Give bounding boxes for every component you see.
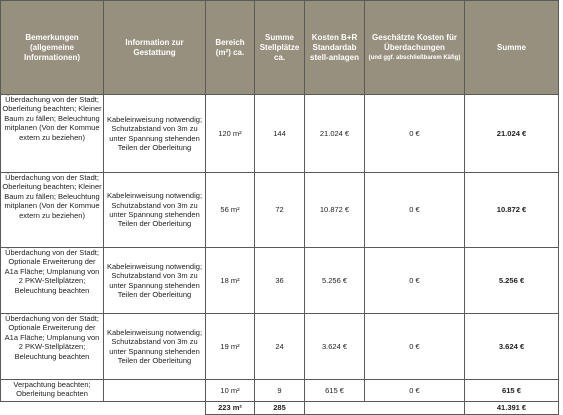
- header-area: Bereich (m²) ca.: [206, 1, 255, 95]
- spaces-cell: 24: [255, 314, 305, 380]
- header-roof-cost-label: Geschätzte Kosten für Überdachungen: [372, 33, 457, 52]
- remark-cell: Verpachtung beachten; Oberleitung beachten: [1, 380, 104, 402]
- header-spaces: Summe Stellplätze ca.: [255, 1, 305, 95]
- header-standard-cost: Kosten B+R Standardab stell-anlagen: [305, 1, 365, 95]
- standard-cost-cell: 5.256 €: [305, 248, 365, 314]
- remark-cell: Überdachung von der Stadt; Optionale Erweiterung der A1a Fläche; Umplanung von 2 PKW-Stellplätzen; Beleuchtung beachten: [1, 248, 104, 314]
- header-roof-cost-note: (und ggf. abschließbarem Käfig): [368, 55, 461, 61]
- row-total-cell: 5.256 €: [465, 248, 559, 314]
- header-row: [1, 1, 559, 95]
- spaces-cell: 36: [255, 248, 305, 314]
- roof-cost-cell: 0 €: [365, 314, 465, 380]
- header-roof-cost: [365, 1, 465, 95]
- row-total-cell: 10.872 €: [465, 173, 559, 248]
- area-cell: 120 m²: [206, 95, 255, 173]
- header-remarks: Bemerkungen (allgemeine Informationen): [1, 1, 104, 95]
- header-permit-info: Information zur Gestattung: [104, 1, 206, 95]
- area-cell: 10 m²: [206, 380, 255, 402]
- totals-row: [1, 402, 559, 415]
- permit-info-cell: Kabeleinweisung notwendig; Schutzabstand von 3m zu unter Spannung stehenden Teilen der Oberleitung: [104, 95, 206, 173]
- remark-cell: Überdachung von der Stadt; Optionale Erweiterung der A1a Fläche; Umplanung von 2 PKW-Stellplätzen; Beleuchtung beachten: [1, 314, 104, 380]
- row-total-cell: 615 €: [465, 380, 559, 402]
- row-total-cell: 3.624 €: [465, 314, 559, 380]
- spaces-cell: 72: [255, 173, 305, 248]
- totals-blank-cost: [305, 402, 465, 415]
- roof-cost-cell: 0 €: [365, 380, 465, 402]
- standard-cost-cell: 10.872 €: [305, 173, 365, 248]
- remark-cell: Überdachung von der Stadt; Oberleitung beachten; Kleiner Baum zu fällen; Beleuchtung mitplanen (Von der Kommue extern zu beziehen): [1, 95, 104, 173]
- remark-cell: Überdachung von der Stadt; Oberleitung beachten; Kleiner Baum zu fällen; Beleuchtung mitplanen (Von der Kommue extern zu beziehen): [1, 173, 104, 248]
- standard-cost-cell: 615 €: [305, 380, 365, 402]
- roof-cost-cell: 0 €: [365, 173, 465, 248]
- table-row: [1, 95, 559, 173]
- total-area: 223 m²: [206, 402, 255, 415]
- spaces-cell: 9: [255, 380, 305, 402]
- table-row: [1, 314, 559, 380]
- totals-blank: [1, 402, 206, 415]
- roof-cost-cell: 0 €: [365, 248, 465, 314]
- spaces-cell: 144: [255, 95, 305, 173]
- permit-info-cell: Kabeleinweisung notwendig; Schutzabstand von 3m zu unter Spannung stehenden Teilen der Oberleitung: [104, 248, 206, 314]
- table-row: [1, 380, 559, 402]
- area-cell: 19 m²: [206, 314, 255, 380]
- permit-info-cell: [104, 380, 206, 402]
- table-row: [1, 173, 559, 248]
- row-total-cell: 21.024 €: [465, 95, 559, 173]
- total-spaces: 285: [255, 402, 305, 415]
- roof-cost-cell: 0 €: [365, 95, 465, 173]
- area-cell: 56 m²: [206, 173, 255, 248]
- area-cell: 18 m²: [206, 248, 255, 314]
- table-row: [1, 248, 559, 314]
- permit-info-cell: Kabeleinweisung notwendig; Schutzabstand von 3m zu unter Spannung stehenden Teilen der Oberleitung: [104, 173, 206, 248]
- standard-cost-cell: 3.624 €: [305, 314, 365, 380]
- permit-info-cell: Kabeleinweisung notwendig; Schutzabstand von 3m zu unter Spannung stehenden Teilen der Oberleitung: [104, 314, 206, 380]
- standard-cost-cell: 21.024 €: [305, 95, 365, 173]
- header-sum: Summe: [465, 1, 559, 95]
- grand-total: 41.391 €: [465, 402, 559, 415]
